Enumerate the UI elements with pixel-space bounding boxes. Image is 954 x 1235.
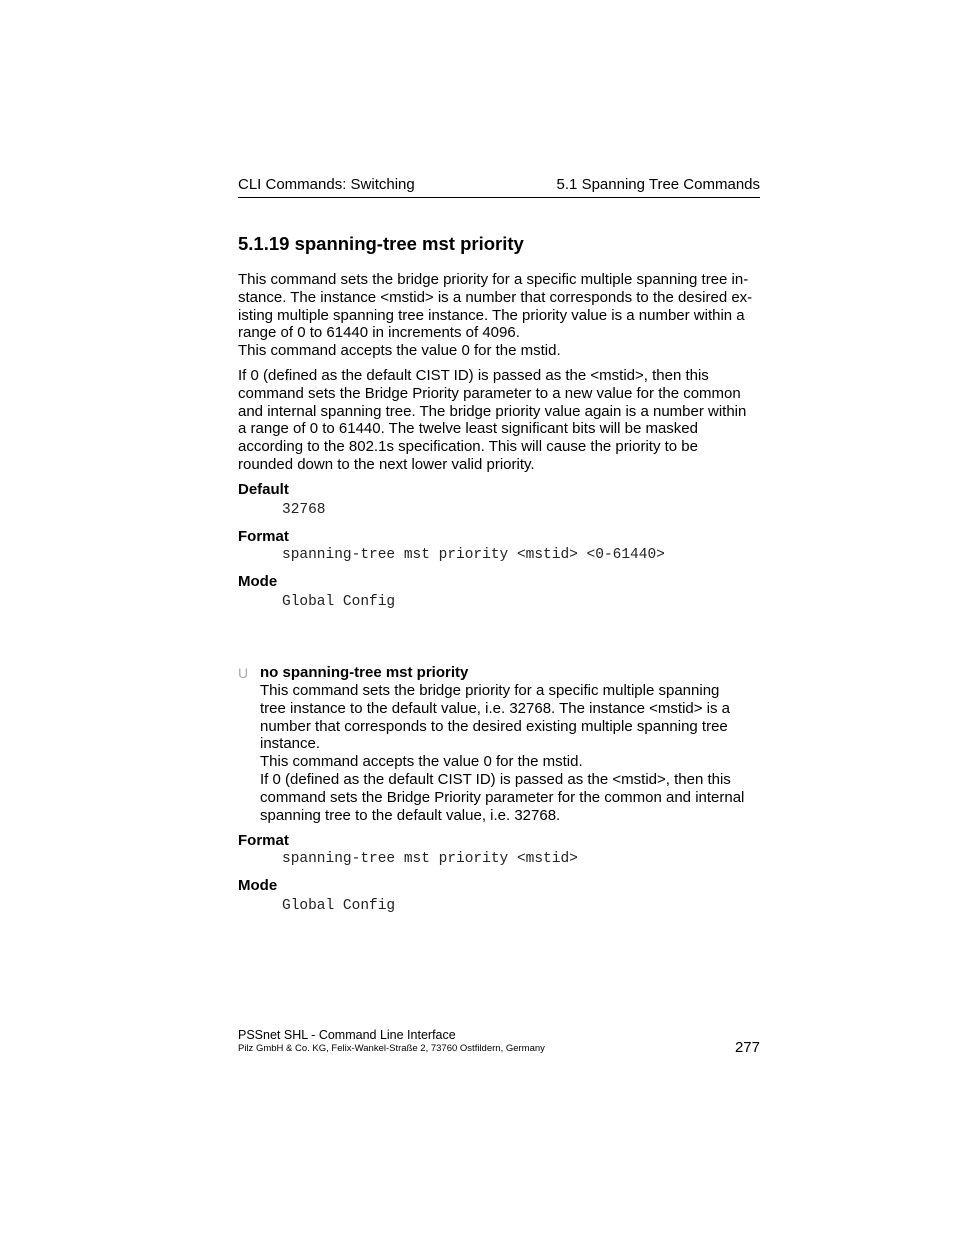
subcommand-mode-value: Global Config <box>282 898 396 914</box>
bullet-marker: U <box>238 665 249 681</box>
text-line: rounded down to the next lower valid priority. <box>238 455 535 473</box>
default-label: Default <box>238 481 289 498</box>
footer-address: Pilz GmbH & Co. KG, Felix-Wankel-Straße 2, 73760 Ostfildern, Germany <box>238 1043 545 1054</box>
page-number: 277 <box>734 1039 760 1056</box>
section-title: 5.1.19 spanning-tree mst priority <box>238 233 524 254</box>
text-line: command sets the Bridge Priority parameter for the common and internal <box>260 788 745 806</box>
format-label: Format <box>238 528 289 545</box>
subcommand-format-value: spanning-tree mst priority <mstid> <box>282 851 578 867</box>
text-line: number that corresponds to the desired existing multiple spanning tree <box>260 717 728 735</box>
text-line: instance. <box>260 735 321 753</box>
text-line: tree instance to the default value, i.e. 32768. The instance <mstid> is a <box>260 699 731 717</box>
description-paragraph-1 <box>238 271 760 360</box>
text-line: If 0 (defined as the default CIST ID) is passed as the <mstid>, then this <box>238 367 709 384</box>
text-line: command sets the Bridge Priority parameter to a new value for the common <box>238 384 741 402</box>
format-value: spanning-tree mst priority <mstid> <0-61440> <box>282 547 665 563</box>
text-line: isting multiple spanning tree instance. The priority value is a number within a <box>238 306 745 324</box>
subcommand-format-label: Format <box>238 832 289 849</box>
running-header <box>238 175 760 198</box>
mode-value: Global Config <box>282 594 396 610</box>
description-paragraph-2 <box>238 367 760 474</box>
text-line: according to the 802.1s specification. This will cause the priority to be <box>238 438 698 456</box>
subcommand-mode-label: Mode <box>238 877 278 894</box>
mode-label: Mode <box>238 573 278 590</box>
text-line: spanning tree to the default value, i.e. 32768. <box>260 806 561 824</box>
text-line: range of 0 to 61440 in increments of 4096. <box>238 324 520 342</box>
text-line: This command sets the bridge priority for a specific multiple spanning tree in- <box>238 271 749 288</box>
text-line: and internal spanning tree. The bridge priority value again is a number within <box>238 402 747 420</box>
subcommand-title: no spanning-tree mst priority <box>260 664 469 681</box>
header-section: 5.1 Spanning Tree Commands <box>556 176 760 193</box>
text-line: This command sets the bridge priority for a specific multiple spanning <box>260 682 720 699</box>
text-line: This command accepts the value 0 for the mstid. <box>238 342 561 360</box>
subcommand-description <box>260 682 760 824</box>
default-value: 32768 <box>282 502 326 518</box>
text-line: a range of 0 to 61440. The twelve least significant bits will be masked <box>238 420 698 438</box>
text-line: stance. The instance <mstid> is a number that corresponds to the desired ex- <box>238 288 753 306</box>
text-line: If 0 (defined as the default CIST ID) is passed as the <mstid>, then this <box>260 770 731 788</box>
header-chapter: CLI Commands: Switching <box>238 176 415 193</box>
footer-product: PSSnet SHL - Command Line Interface <box>238 1028 456 1042</box>
text-line: This command accepts the value 0 for the mstid. <box>260 753 583 771</box>
